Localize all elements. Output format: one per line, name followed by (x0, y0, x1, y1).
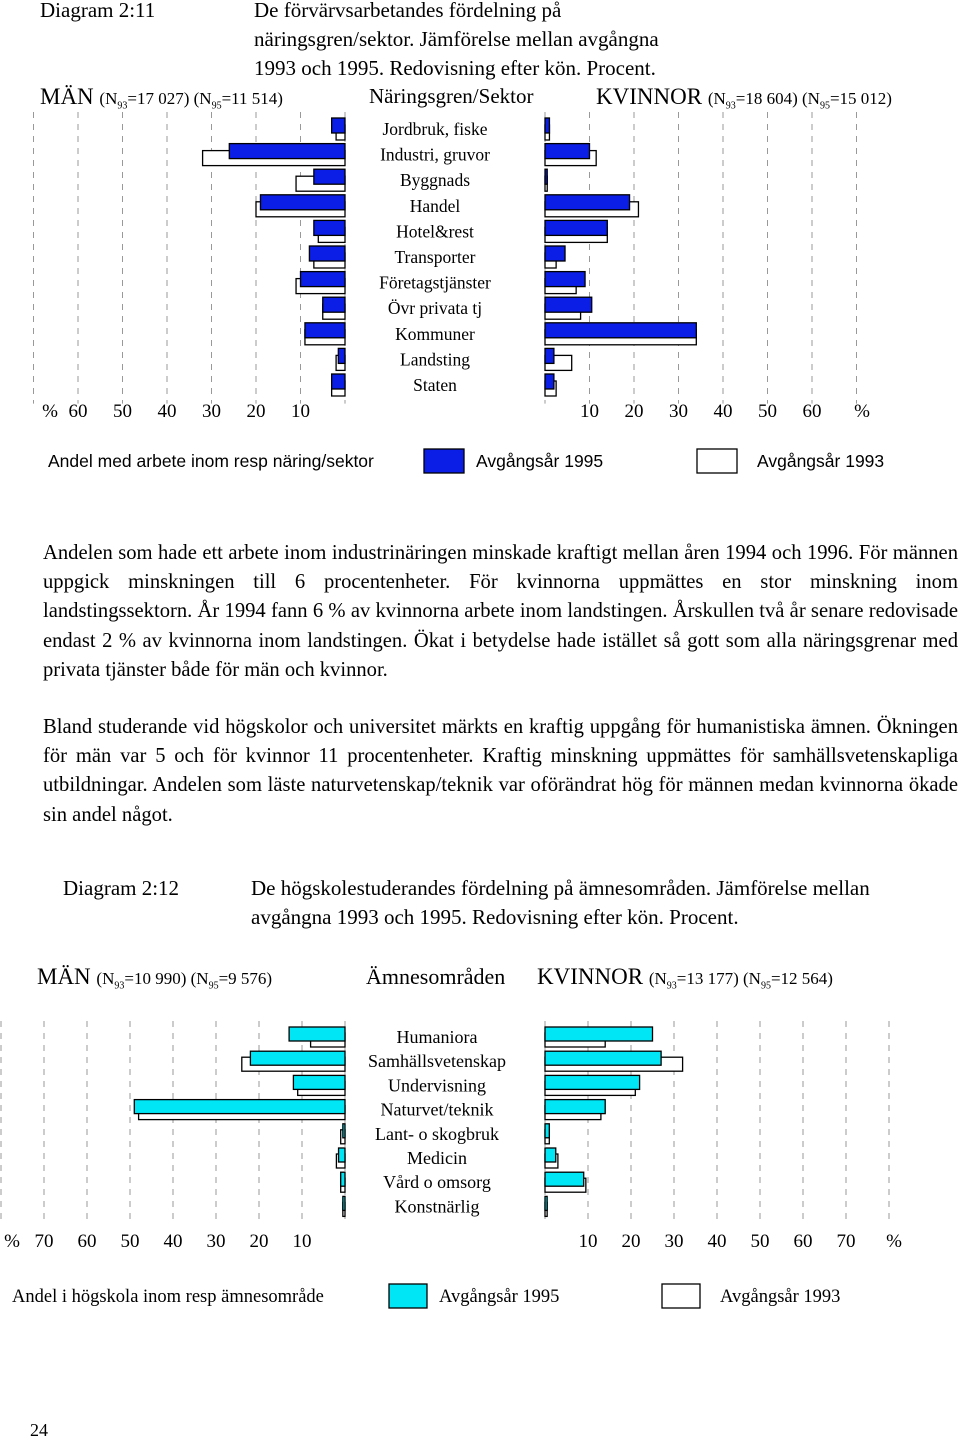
category-label: Konstnärlig (394, 1196, 480, 1217)
bar-men-1995 (289, 1027, 345, 1041)
men-label: MÄN (40, 84, 94, 109)
women-label-2: KVINNOR (537, 964, 644, 989)
bar-men-1995 (341, 1172, 345, 1186)
category-label: Kommuner (395, 323, 475, 344)
bar-women-1995 (545, 1100, 605, 1114)
bar-men-1995 (229, 144, 345, 159)
tick-label-women: 30 (669, 401, 688, 422)
women-n93-2: =13 177) (676, 969, 739, 988)
bar-women-1995 (545, 220, 607, 235)
category-label: Övr privata tj (387, 298, 483, 319)
category-label: Lant- o skogbruk (375, 1123, 499, 1144)
center-header-2: Ämnesområden (366, 964, 506, 989)
men-n95-2: =9 576) (218, 969, 273, 988)
tick-label-men: 30 (202, 401, 221, 422)
bar-women-1995 (545, 374, 554, 389)
category-label: Humaniora (396, 1027, 478, 1047)
bar-men-1995 (314, 169, 345, 184)
category-label: Handel (409, 195, 461, 216)
bar-men-1995 (343, 1196, 345, 1210)
tick-label-women: 40 (713, 401, 733, 422)
tick-label-women: 60 (802, 401, 822, 422)
category-label: Naturvet/teknik (380, 1099, 494, 1120)
bar-men-1995 (338, 348, 345, 363)
category-label: Medicin (407, 1148, 467, 1168)
bar-men-1995 (250, 1051, 345, 1065)
tick-label-women: 20 (621, 1231, 641, 1252)
chart-subject-distribution (0, 1000, 960, 1330)
tick-label-men: 40 (163, 1231, 183, 1252)
category-label: Byggnads (400, 170, 470, 191)
tick-label-women: 20 (624, 401, 644, 422)
diagram-title-2: De högskolestuderandes fördelning på ämnesområden. Jämförelse mellan avgångna 1993 och 1995. Redovisning efter kön. Procent. (251, 876, 870, 929)
tick-label-women: 50 (750, 1231, 770, 1252)
bar-men-1995 (314, 220, 345, 235)
tick-label-women: 10 (578, 1231, 598, 1252)
tick-label-men: 60 (77, 1231, 97, 1252)
bar-men-1995 (323, 297, 345, 312)
bar-women-1995 (545, 246, 565, 261)
legend-label-1993: Avgångsår 1993 (720, 1287, 841, 1307)
men-header-2: MÄN ($N_{93}=10$ 990) ($N_{95}=9$ 576) (37, 964, 273, 992)
legend-label-1995: Avgångsår 1995 (476, 451, 604, 471)
axis-percent-left: % (42, 401, 58, 422)
tick-label-women: 50 (758, 401, 777, 422)
legend-swatch-1995 (424, 449, 464, 473)
tick-label-men: 30 (206, 1231, 226, 1252)
axis-percent-right: % (886, 1231, 902, 1252)
bar-women-1995 (545, 1196, 547, 1210)
bar-men-1995 (260, 195, 345, 210)
bar-women-1995 (545, 1148, 556, 1162)
bar-men-1995 (343, 1124, 345, 1138)
category-label: Företagstjänster (379, 272, 491, 293)
diagram-number: Diagram 2:11 (40, 0, 156, 22)
category-label: Hotel&rest (396, 221, 474, 242)
legend-swatch-1993 (697, 449, 737, 473)
bar-men-1995 (301, 272, 346, 287)
category-label: Vård o omsorg (383, 1172, 491, 1193)
tick-label-men: 40 (157, 401, 177, 422)
bar-women-1995 (545, 1075, 640, 1089)
bar-women-1995 (545, 195, 630, 210)
tick-label-men: 20 (249, 1231, 269, 1252)
bar-women-1995 (545, 272, 585, 287)
category-label: Jordbruk, fiske (382, 119, 488, 139)
chart-industry-distribution (0, 100, 960, 480)
category-label: Landsting (400, 349, 470, 370)
bar-women-1995 (545, 1027, 653, 1041)
paragraph-2: Bland studerande vid högskolor och universitet märkts en kraftig uppgång för humanistiska ämnen. Ökningen för män var 5 och för kvinnor 11 procentenheter. Kraftig minskning uppmättes för samhällsvetenskapliga utbildningar. Andelen som läste naturvetenskap/teknik var oförändrat hög för männen medan kvinnorna ökade sin andel något. (43, 716, 958, 826)
legend-swatch-1993 (662, 1284, 700, 1308)
tick-label-women: 60 (793, 1231, 813, 1252)
category-label: Undervisning (388, 1075, 486, 1096)
legend-label-1993: Avgångsår 1993 (757, 451, 885, 471)
center-header: Näringsgren/Sektor (369, 84, 534, 108)
women-n95: =15 012) (829, 89, 892, 108)
bar-women-1995 (545, 297, 592, 312)
bar-men-1995 (305, 323, 345, 338)
men-n93: =17 027) (127, 89, 190, 108)
women-n93: =18 604) (735, 89, 798, 108)
bar-women-1995 (545, 1172, 584, 1186)
tick-label-men: 50 (113, 401, 132, 422)
men-label-2: MÄN (37, 964, 91, 989)
bar-men-1995 (309, 246, 345, 261)
category-label: Industri, gruvor (380, 144, 490, 165)
bar-women-1995 (545, 1051, 661, 1065)
tick-label-men: 20 (246, 401, 266, 422)
diagram-title: De förvärvsarbetandes fördelning på näringsgren/sektor. Jämförelse mellan avgångna 1993 och 1995. Redovisning efter kön. Procent. (254, 0, 659, 80)
bar-women-1995 (545, 169, 547, 184)
bar-women-1995 (545, 144, 590, 159)
diagram-number-2: Diagram 2:12 (63, 876, 180, 900)
bar-men-1995 (332, 118, 345, 133)
bar-men-1995 (332, 374, 345, 389)
tick-label-women: 30 (664, 1231, 684, 1252)
bar-women-1995 (545, 1124, 549, 1138)
bar-women-1995 (545, 348, 554, 363)
men-header: MÄN ($N_{93}=17$ 027) ($N_{95}=11$ 514) (40, 84, 283, 112)
women-header: KVINNOR ($N_{93}=18$ 604) ($N_{95}=15$ 012) (596, 84, 892, 112)
women-label: KVINNOR (596, 84, 703, 109)
women-n95-2: =12 564) (770, 969, 833, 988)
bar-men-1995 (293, 1075, 345, 1089)
tick-label-men: 50 (120, 1231, 140, 1252)
page-number: 24 (30, 1420, 48, 1440)
tick-label-men: 10 (291, 401, 310, 422)
tick-label-men: 70 (34, 1231, 54, 1252)
tick-label-men: 60 (68, 401, 88, 422)
legend-caption: Andel med arbete inom resp näring/sektor (48, 451, 374, 471)
legend-label-1995: Avgångsår 1995 (439, 1287, 560, 1307)
bar-women-1995 (545, 118, 549, 133)
men-n93-2: =10 990) (124, 969, 187, 988)
paragraph-1: Andelen som hade ett arbete inom industrinäringen minskade kraftigt mellan åren 1994 och 1996. För männen uppgick minskningen till 6 procentenheter. För kvinnorna uppmättes en stor minskning inom landstingssektorn. År 1994 fann 6 % av kvinnorna arbete inom landstingen. Årskullen två år senare redovisade endast 2 % av kvinnorna inom landstingen. Ökat i betydelse hade istället så gott som alla näringsgrenar med privata tjänster både för män och kvinnor. (43, 542, 958, 681)
bar-men-1995 (339, 1148, 345, 1162)
bar-women-1995 (545, 323, 696, 338)
tick-label-women: 10 (580, 401, 599, 422)
legend-caption: Andel i högskola inom resp ämnesområde (12, 1287, 324, 1307)
tick-label-women: 40 (707, 1231, 727, 1252)
women-header-2: KVINNOR ($N_{93}=13$ 177) ($N_{95}=12$ 564) (537, 964, 833, 992)
category-label: Samhällsvetenskap (368, 1051, 506, 1072)
category-label: Staten (413, 375, 457, 395)
legend-swatch-1995 (389, 1284, 427, 1308)
bar-men-1995 (134, 1100, 345, 1114)
category-label: Transporter (394, 247, 476, 267)
tick-label-women: 70 (836, 1231, 856, 1252)
axis-percent-right: % (854, 401, 870, 422)
men-n95: =11 514) (221, 89, 283, 108)
tick-label-men: 10 (292, 1231, 312, 1252)
axis-percent-left: % (4, 1231, 20, 1252)
